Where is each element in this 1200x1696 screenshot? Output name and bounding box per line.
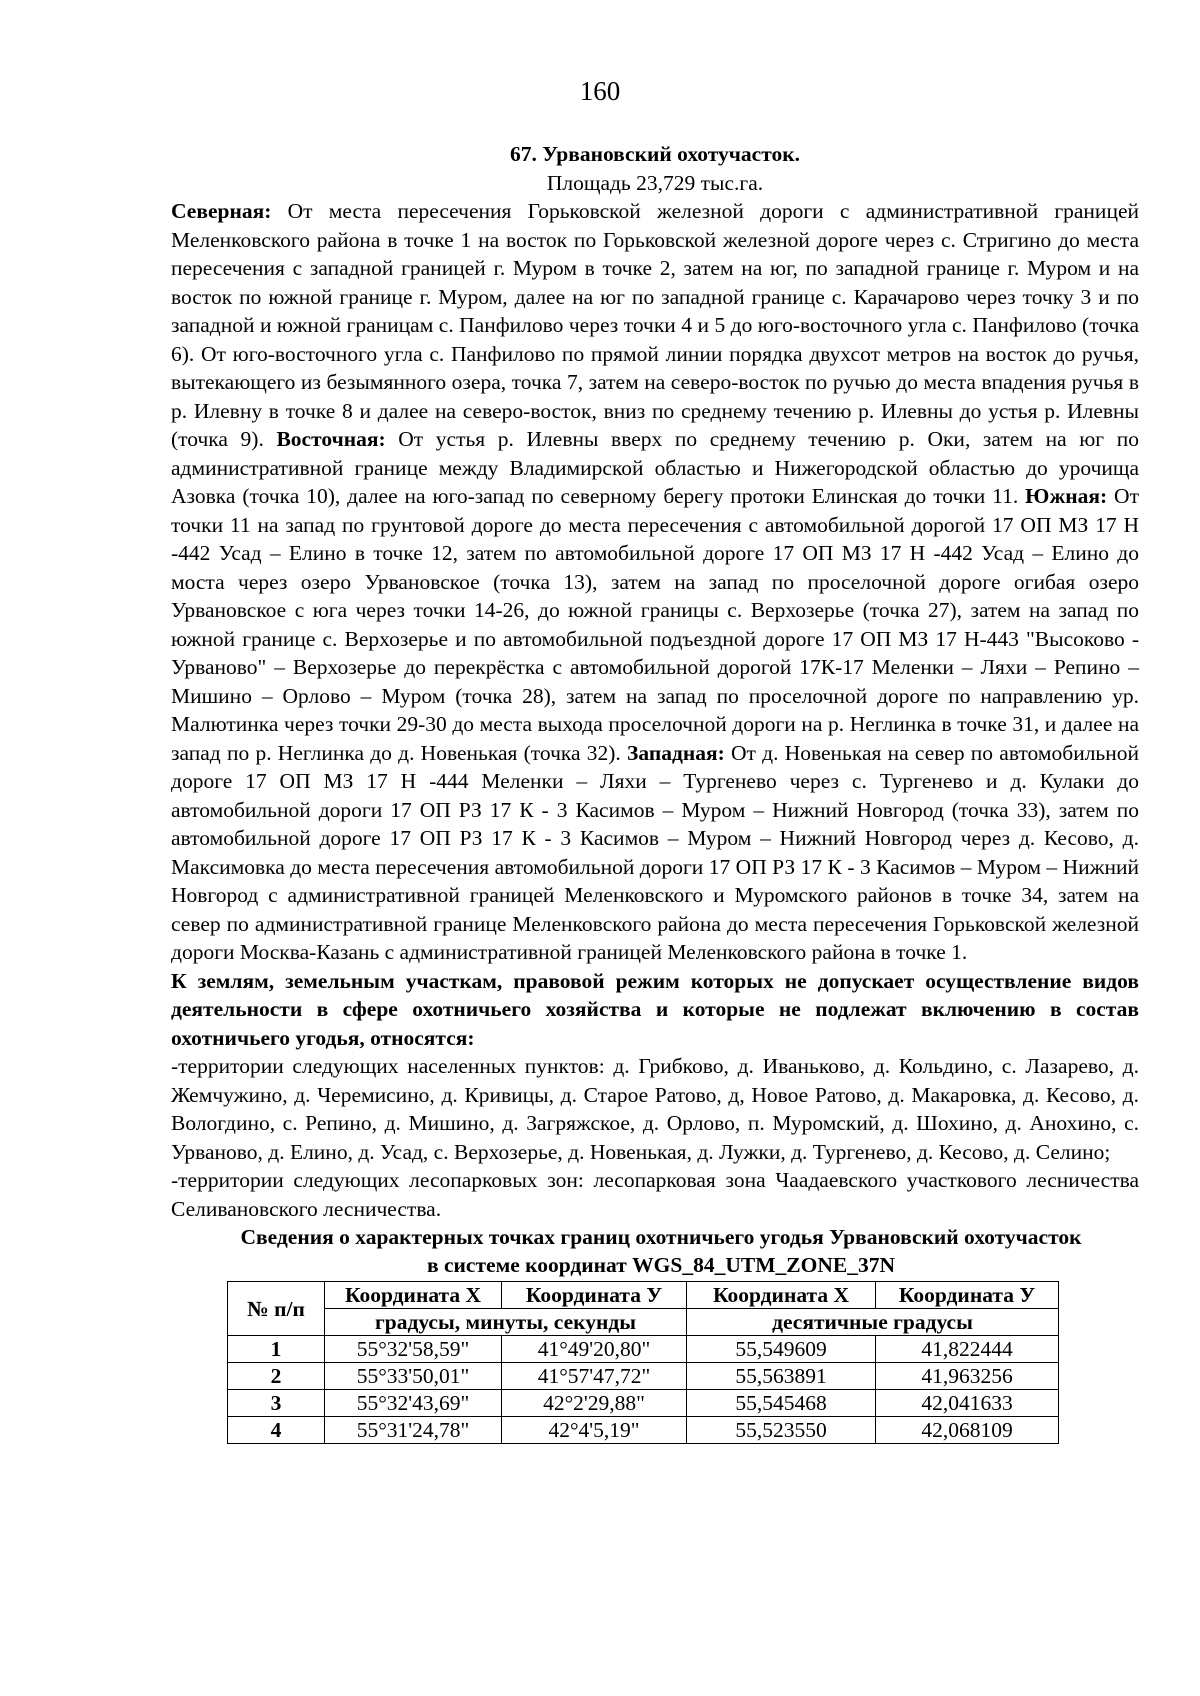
cell-x-dms: 55°32'58,59" [325,1336,502,1363]
document-body [171,140,1139,1444]
table-title-line1: Сведения о характерных точках границ охотничьего угодья Урвановский охотучасток [240,1225,1082,1249]
cell-x-dms: 55°31'24,78" [325,1417,502,1444]
section-title: 67. Урвановский охотучасток. [510,142,800,166]
south-label: Южная: [1025,484,1108,508]
west-text: От д. Новенькая на север по автомобильной дороге 17 ОП МЗ 17 Н -444 Меленки – Ляхи – Тургенево через с. Тургенево и д. Кулаки до автомобильной дороги 17 ОП РЗ 17 К - 3 Касимов – Муром – Нижний Новгород (точка 33), затем по автомобильной дороге 17 ОП РЗ 17 К - 3 Касимов – Муром – Нижний Новгород через д. Кесово, д. Максимовка до места пересечения автомобильной дороги 17 ОП РЗ 17 К - 3 Касимов – Муром – Нижний Новгород с административной границей Меленковского и Муромского районов в точке 34, затем на север по административной границе Меленковского района до места пересечения Горьковской железной дороги Москва-Казань с административной границей Меленковского района в точке 1. [171,740,1139,964]
cell-x-dec: 55,549609 [687,1336,876,1363]
header-x-dms: Координата Х [325,1282,502,1309]
page-number: 160 [579,76,621,106]
south-text: От точки 11 на запад по грунтовой дороге до места пересечения с автомобильной дорогой 17 ОП МЗ 17 Н -442 Усад – Елино в точке 12, затем по автомобильной дороге 17 ОП МЗ 17 Н -442 Усад – Елино до моста через озеро Урвановское (точка 13), затем на запад по проселочной дороге огибая озеро Урвановское с юга через точки 14-26, до южной границы с. Верхозерье (точка 27), затем на запад по южной границе с. Верхозерье и по автомобильной подъездной дороге 17 ОП МЗ 17 Н-443 "Высоково - Урваново" – Верхозерье до перекрёстка с автомобильной дорогой 17К-17 Меленки – Ляхи – Репино – Мишино – Орлово – Муром (точка 28), затем на запад по проселочной дороге по направлению ур. Малютинка через точки 29-30 до места выхода проселочной дороги на р. Неглинка в точке 31, и далее на запад по р. Неглинка до д. Новенькая (точка 32). [171,484,1139,765]
cell-x-dec: 55,545468 [687,1390,876,1417]
header-x-dec: Координата Х [687,1282,876,1309]
cell-y-dms: 41°57'47,72" [502,1363,687,1390]
cell-x-dec: 55,523550 [687,1417,876,1444]
restrictions-heading: К землям, земельным участкам, правовой режим которых не допускает осуществление видов деятельности в сфере охотничьего хозяйства и которые не подлежат включению в состав охотничьего угодья, относятся: [171,968,1139,1050]
cell-num: 3 [228,1390,325,1417]
table-header-row [228,1282,1059,1309]
east-label: Восточная: [276,427,386,451]
table-row [228,1390,1059,1417]
cell-y-dms: 42°4'5,19" [502,1417,687,1444]
table-row [228,1417,1059,1444]
table-title [163,1223,1159,1279]
coordinates-table [227,1281,1059,1444]
restriction-forest-zones: -территории следующих лесопарковых зон: лесопарковая зона Чаадаевского участкового лесничества Селивановского лесничества. [171,1168,1139,1221]
cell-y-dec: 42,041633 [876,1390,1059,1417]
cell-y-dec: 41,822444 [876,1336,1059,1363]
table-subheader-row [228,1309,1059,1336]
cell-num: 2 [228,1363,325,1390]
north-text: От места пересечения Горьковской железной дороги с административной границей Меленковского района в точке 1 на восток по Горьковской железной дороге через с. Стригино до места пересечения с западной границей г. Муром в точке 2, затем на юг, по западной границе г. Муром и на восток по южной границе г. Муром, далее на юг по западной границе с. Карачарово через точку 3 и по западной и южной границам с. Панфилово через точки 4 и 5 до юго-восточного угла с. Панфилово (точка 6). От юго-восточного угла с. Панфилово по прямой линии порядка двухсот метров на восток до ручья, вытекающего из безымянного озера, точка 7, затем на северо-восток по ручью до места впадения ручья в р. Илевну в точке 8 и далее на северо-восток, вниз по среднему течению р. Илевны до устья р. Илевны (точка 9). [171,199,1139,451]
cell-y-dec: 41,963256 [876,1363,1059,1390]
cell-num: 1 [228,1336,325,1363]
north-label: Северная: [171,199,272,223]
cell-num: 4 [228,1417,325,1444]
restriction-settlements: -территории следующих населенных пунктов: д. Грибково, д. Иваньково, д. Кольдино, с. Лазарево, д. Жемчужино, д. Черемисино, д. Кривицы, д. Старое Ратово, д, Новое Ратово, д. Макаровка, д. Кесово, д. Вологдино, с. Репино, д. Мишино, д. Загряжское, д. Орлово, п. Муромский, д. Шохино, д. Анохино, с. Урваново, д. Елино, д. Усад, с. Верхозерье, д. Новенькая, д. Лужки, д. Тургенево, д. Кесово, д. Селино; [171,1054,1139,1164]
cell-y-dms: 41°49'20,80" [502,1336,687,1363]
cell-x-dms: 55°33'50,01" [325,1363,502,1390]
subheader-dms: градусы, минуты, секунды [325,1309,687,1336]
header-y-dec: Координата У [876,1282,1059,1309]
cell-y-dms: 42°2'29,88" [502,1390,687,1417]
cell-y-dec: 42,068109 [876,1417,1059,1444]
header-y-dms: Координата У [502,1282,687,1309]
cell-x-dms: 55°32'43,69" [325,1390,502,1417]
header-num: № п/п [228,1282,325,1336]
subheader-dec: десятичные градусы [687,1309,1059,1336]
west-label: Западная: [627,740,725,765]
boundary-description [171,197,1139,967]
table-row [228,1336,1059,1363]
east-text: От устья р. Илевны вверх по среднему течению р. Оки, затем на юг по административной границе между Владимирской областью и Нижегородской областью до урочища Азовка (точка 10), далее на юго-запад по северному берегу протоки Елинская до точки 11. [171,427,1139,508]
area-line: Площадь 23,729 тыс.га. [546,170,764,195]
table-row [228,1363,1059,1390]
cell-x-dec: 55,563891 [687,1363,876,1390]
table-title-line2: в системе координат WGS_84_UTM_ZONE_37N [427,1253,895,1277]
